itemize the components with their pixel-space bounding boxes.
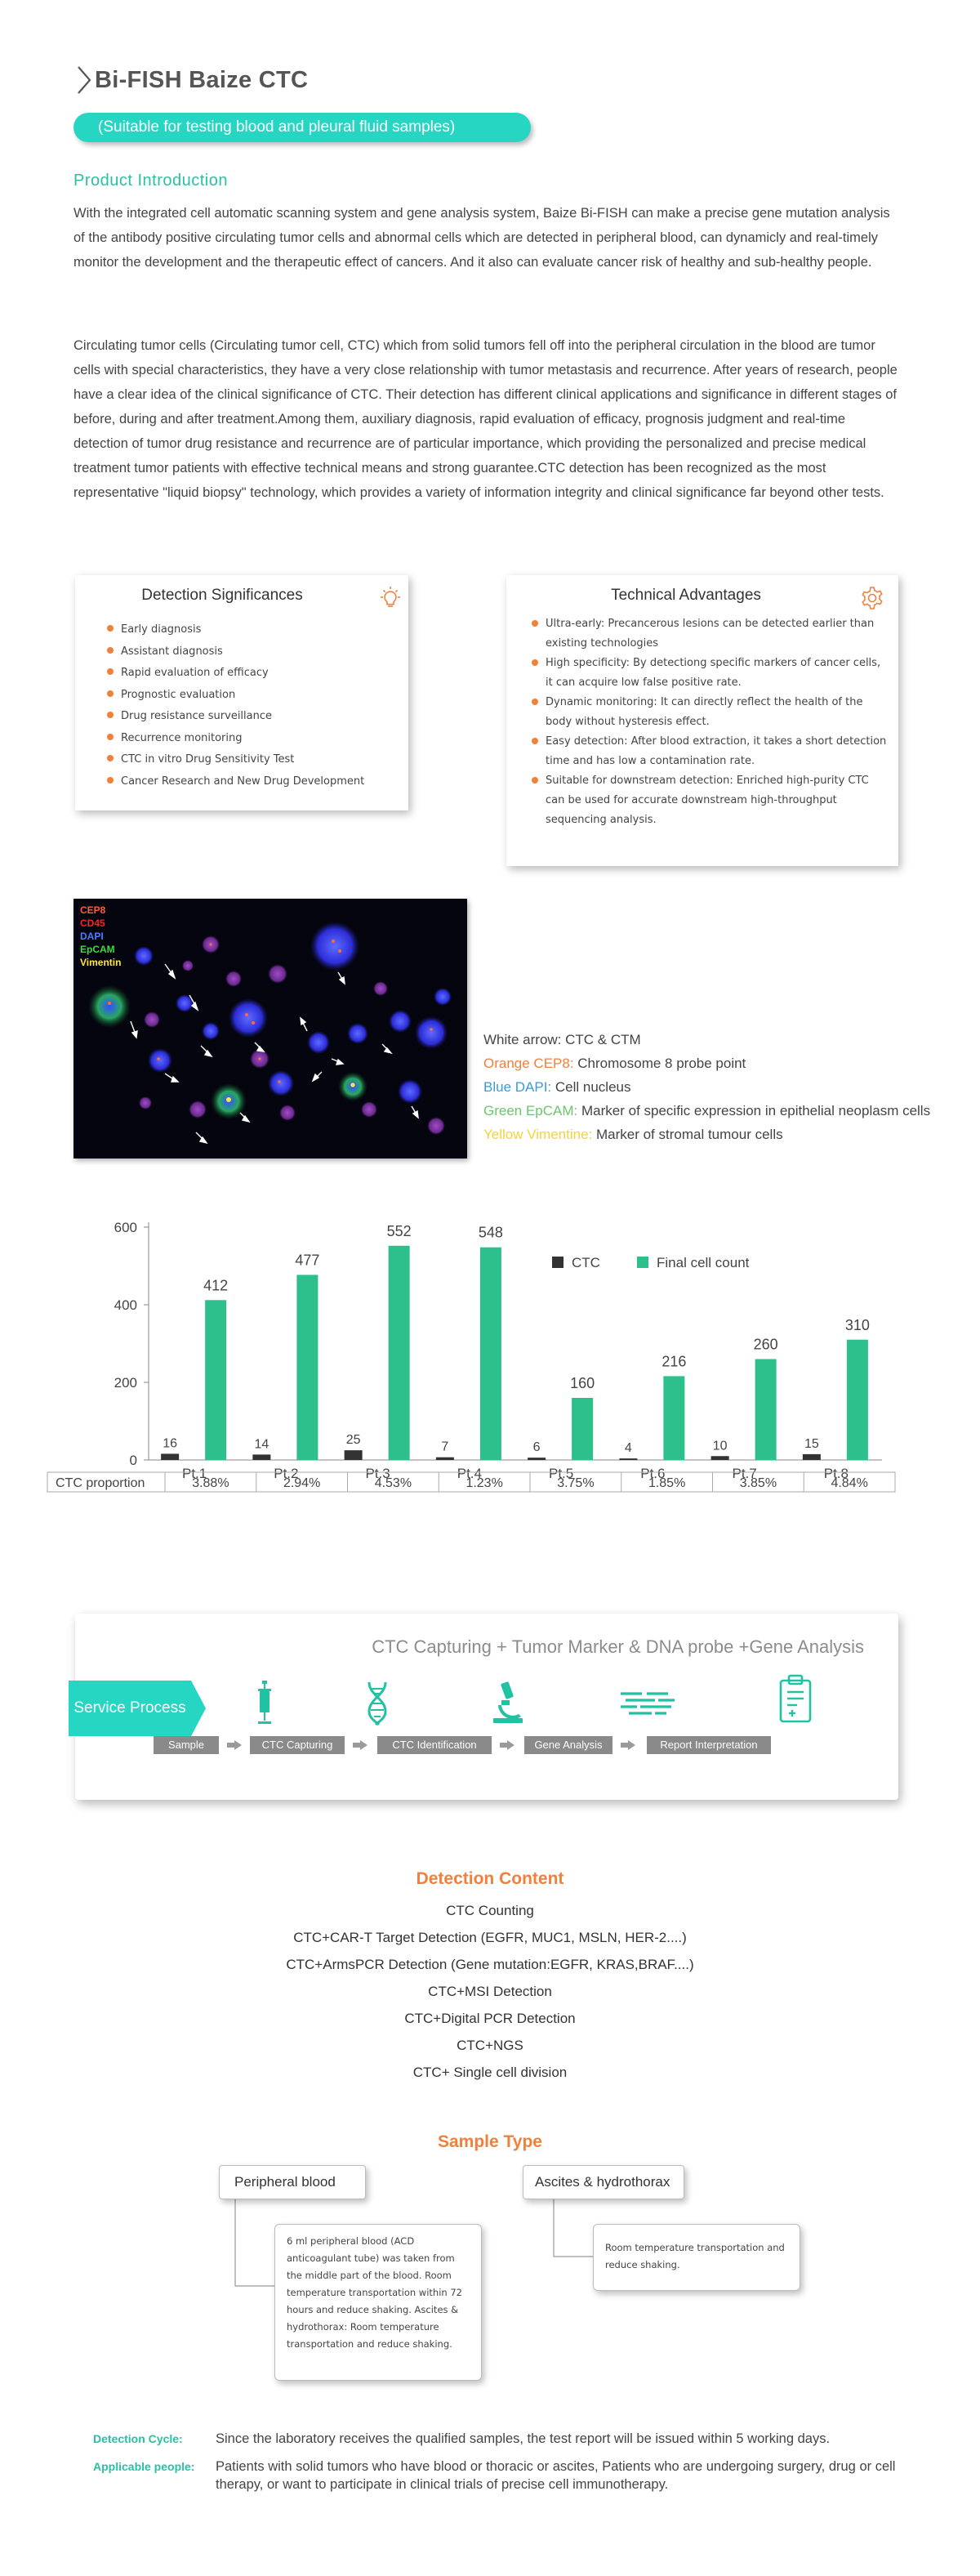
intro-heading: Product Introduction: [74, 172, 228, 190]
list-item: CTC Counting: [446, 1903, 534, 1918]
bar-ctc: [528, 1458, 546, 1460]
sequence-icon: [619, 1681, 676, 1726]
table-cell: 1.23%: [466, 1476, 503, 1490]
list-item: CTC+ArmsPCR Detection (Gene mutation:EGFR, KRAS,BRAF....): [286, 1957, 694, 1972]
table-cell: 2.94%: [283, 1476, 321, 1490]
x-tick-label: Pt.2: [274, 1466, 299, 1481]
bar-label: 548: [478, 1224, 503, 1241]
x-tick-label: Pt.4: [457, 1466, 482, 1481]
legend-label: CTC: [572, 1255, 600, 1270]
bar-final: [389, 1246, 410, 1460]
peripheral-blood-box: Peripheral blood: [219, 2165, 366, 2199]
y-tick-label: 200: [114, 1375, 137, 1391]
page-title: Bi-FISH Baize CTC: [95, 66, 309, 93]
list-item: CTC in vitro Drug Sensitivity Test: [121, 749, 364, 771]
arrow-right-icon: [227, 1740, 242, 1750]
list-item: High specificity: By detectiong specific markers of cancer cells, it can acquire low false positive rate.: [546, 654, 889, 693]
legend-swatch-final: [637, 1257, 648, 1268]
legend-desc: CTC & CTM: [565, 1032, 641, 1047]
legend-swatch-ctc: [552, 1257, 564, 1268]
bar-final: [572, 1398, 593, 1460]
bar-final: [663, 1376, 684, 1460]
table-cell: 3.85%: [739, 1476, 777, 1490]
step-ctc-identification: CTC Identification: [377, 1736, 492, 1754]
list-item: Prognostic evaluation: [121, 685, 364, 707]
table-cell: 3.88%: [192, 1476, 229, 1490]
y-tick-label: 400: [114, 1297, 137, 1313]
sample-connectors: [0, 2198, 980, 2296]
bar-label: 15: [804, 1436, 819, 1451]
table-row-label: CTC proportion: [56, 1476, 145, 1490]
bar-label: 477: [295, 1252, 320, 1269]
list-item: Drug resistance surveillance: [121, 706, 364, 728]
stain-label: DAPI: [80, 931, 104, 942]
intro-paragraph-2: Circulating tumor cells (Circulating tumor cell, CTC) which from solid tumors fell off into the peripheral circulation in the blood are tumor cells with special characteristics, they have a very close relationship with tumor metastasis and recurrence. After years of research, people have a clear idea of the clinical significance of CTC. Their detection has different clinical applications and significance in different stages of before, during and after treatment.Among them, auxiliary diagnosis, rapid evaluation of efficacy, prognosis judgment and real-time detection of tumor drug resistance and recurrence are of particular importance, which providing the personalized and precise medical treatment tumor patients with effective technical means and strong guarantee.CTC detection has been recognized as the most representative "liquid biopsy" technology, which provides a variety of information integrity and clinical significance far beyond other tests.: [74, 338, 898, 500]
legend-desc: Cell nucleus: [555, 1079, 631, 1095]
peripheral-blood-note: 6 ml peripheral blood (ACD anticoagulant tube) was taken from the middle part of the blood. Room temperature transportation within 72 hours and reduce shaking. Ascites & hydrothorax: Room temperature transportation and reduce shaking.: [274, 2224, 482, 2381]
legend-row: [483, 1099, 930, 1123]
x-tick-label: Pt.3: [365, 1466, 390, 1481]
card-title: Detection Significances: [141, 587, 303, 604]
bar-ctc: [711, 1456, 729, 1460]
bar-label: 25: [345, 1433, 361, 1448]
service-tag-label: Service Process: [74, 1699, 186, 1717]
step-ctc-capturing: CTC Capturing: [250, 1736, 345, 1754]
service-process-panel: [75, 1614, 898, 1800]
service-title: CTC Capturing + Tumor Marker & DNA probe +Gene Analysis: [372, 1636, 864, 1657]
cell-image-art: [74, 899, 467, 1159]
microscopy-legend: [483, 1028, 930, 1146]
legend-label: Final cell count: [657, 1255, 750, 1270]
detection-content-list: [0, 1897, 980, 2086]
list-item: Assistant diagnosis: [121, 641, 364, 663]
bar-label: 412: [203, 1277, 229, 1294]
list-item: Cancer Research and New Drug Development: [121, 771, 364, 793]
bar-label: 552: [386, 1222, 412, 1239]
service-tag: [69, 1681, 206, 1736]
significance-list: [121, 619, 364, 792]
applicable-people-text: Patients with solid tumors who have blood or thoracic or ascites, Patients who are undergoing surgery, drug or cell therapy, or want to participate in clinical trials of precise cell immunotherapy.: [216, 2459, 896, 2492]
ascites-box: Ascites & hydrothorax: [523, 2165, 684, 2199]
ascites-note: Room temperature transportation and reduce shaking.: [593, 2224, 800, 2291]
legend-row: [483, 1051, 930, 1075]
bar-ctc: [252, 1454, 270, 1460]
detection-cycle-label: Detection Cycle:: [93, 2432, 183, 2445]
list-item: Recurrence monitoring: [121, 728, 364, 750]
bar-final: [296, 1275, 318, 1460]
x-tick-label: Pt.1: [182, 1466, 207, 1481]
bar-final: [480, 1248, 501, 1460]
x-tick-label: Pt.5: [549, 1466, 574, 1481]
chevron-right-icon: [74, 64, 93, 96]
chart-svg: [0, 1209, 980, 1536]
bar-ctc: [345, 1450, 363, 1460]
bar-label: 160: [570, 1375, 595, 1391]
subtitle-pill: (Suitable for testing blood and pleural fluid samples): [74, 113, 531, 142]
x-tick-label: Pt.8: [823, 1466, 849, 1481]
list-item: CTC+NGS: [457, 2038, 523, 2053]
legend-key: Blue DAPI:: [483, 1079, 555, 1095]
sample-type-heading: Sample Type: [438, 2132, 542, 2151]
bar-label: 6: [532, 1440, 541, 1455]
table-cell: 4.84%: [831, 1476, 868, 1490]
arrow-right-icon: [621, 1740, 635, 1750]
legend-desc: Marker of stromal tumour cells: [595, 1127, 783, 1142]
technical-advantages-card: [506, 575, 898, 866]
table-cell: 3.75%: [557, 1476, 595, 1490]
bar-ctc: [619, 1458, 637, 1460]
bar-label: 216: [662, 1353, 687, 1370]
page-header: [74, 64, 308, 96]
bar-final: [847, 1340, 868, 1460]
detection-cycle-text: Since the laboratory receives the qualified samples, the test report will be issued within 5 working days.: [216, 2431, 831, 2446]
bar-final: [205, 1300, 226, 1460]
stain-label: EpCAM: [80, 944, 115, 955]
gear-icon: [859, 585, 885, 611]
list-item: Early diagnosis: [121, 619, 364, 641]
list-item: CTC+MSI Detection: [428, 1984, 552, 1999]
lightbulb-icon: [377, 585, 403, 611]
stain-label: CEP8: [80, 904, 106, 916]
bar-label: 4: [624, 1441, 632, 1456]
step-sample: Sample: [154, 1736, 219, 1754]
ctc-bar-chart: [0, 1209, 980, 1536]
legend-row: [483, 1123, 930, 1146]
bar-label: 7: [441, 1440, 449, 1454]
step-gene-analysis: Gene Analysis: [524, 1736, 612, 1754]
bar-label: 310: [844, 1316, 870, 1333]
syringe-icon: [248, 1681, 281, 1726]
detection-cycle-row: [93, 2430, 910, 2448]
step-report-interpretation: Report Interpretation: [647, 1736, 771, 1754]
arrow-right-icon: [500, 1740, 514, 1750]
legend-key: White arrow:: [483, 1032, 566, 1047]
microscopy-image: [74, 899, 467, 1159]
bar-label: 10: [712, 1439, 728, 1453]
detection-significances-card: [75, 575, 408, 810]
stain-label: Vimentin: [80, 957, 122, 968]
bar-final: [755, 1359, 777, 1461]
list-item: Rapid evaluation of efficacy: [121, 663, 364, 685]
y-tick-label: 600: [114, 1220, 137, 1235]
list-item: Suitable for downstream detection: Enriched high-purity CTC can be used for accurate downstream high-throughput sequencing analysis.: [546, 771, 889, 830]
list-item: CTC+ Single cell division: [412, 2065, 568, 2080]
x-tick-label: Pt.7: [732, 1466, 757, 1481]
legend-row: [483, 1028, 930, 1051]
legend-key: Orange CEP8:: [483, 1056, 578, 1071]
dna-icon: [361, 1681, 394, 1726]
applicable-people-label: Applicable people:: [93, 2460, 195, 2473]
y-tick-label: 0: [129, 1453, 137, 1468]
bar-label: 260: [753, 1336, 778, 1353]
bar-ctc: [436, 1458, 454, 1460]
list-item: Ultra-early: Precancerous lesions can be detected earlier than existing technologies: [546, 614, 889, 654]
bar-label: 16: [163, 1436, 178, 1451]
bar-label: 14: [254, 1437, 270, 1452]
bar-ctc: [161, 1453, 179, 1460]
legend-desc: Chromosome 8 probe point: [577, 1056, 746, 1071]
legend-row: [483, 1075, 930, 1099]
list-item: Easy detection: After blood extraction, it takes a short detection time and has low a contamination rate.: [546, 732, 889, 771]
x-tick-label: Pt.6: [640, 1466, 666, 1481]
list-item: CTC+Digital PCR Detection: [404, 2011, 576, 2026]
card-title: Technical Advantages: [611, 587, 761, 604]
applicable-people-row: [93, 2458, 910, 2493]
list-item: CTC+CAR-T Target Detection (EGFR, MUC1, MSLN, HER-2....): [293, 1930, 687, 1945]
report-icon: [777, 1674, 813, 1725]
legend-key: Yellow Vimentine:: [483, 1127, 596, 1142]
legend-key: Green EpCAM:: [483, 1103, 581, 1118]
bar-ctc: [803, 1454, 821, 1460]
legend-desc: Marker of specific expression in epithelial neoplasm cells: [581, 1103, 931, 1118]
list-item: Dynamic monitoring: It can directly reflect the health of the body without hysteresis effect.: [546, 693, 889, 732]
arrow-right-icon: [353, 1740, 368, 1750]
detection-content-heading: Detection Content: [416, 1869, 564, 1888]
microscope-icon: [490, 1681, 526, 1726]
stain-label: CD45: [80, 917, 105, 929]
table-cell: 1.85%: [648, 1476, 686, 1490]
table-cell: 4.53%: [374, 1476, 412, 1490]
intro-paragraph-1: With the integrated cell automatic scanning system and gene analysis system, Baize Bi-FISH can make a precise gene mutation analysis of the antibody positive circulating tumor cells and abnormal cells which are detected in peripheral blood, can dynamicly and real-timely monitor the development and the therapeutic effect of cancers. And it also can evaluate cancer risk of healthy and sub-healthy people.: [74, 206, 890, 270]
stain-legend: [80, 904, 121, 969]
advantages-list: [546, 614, 889, 830]
